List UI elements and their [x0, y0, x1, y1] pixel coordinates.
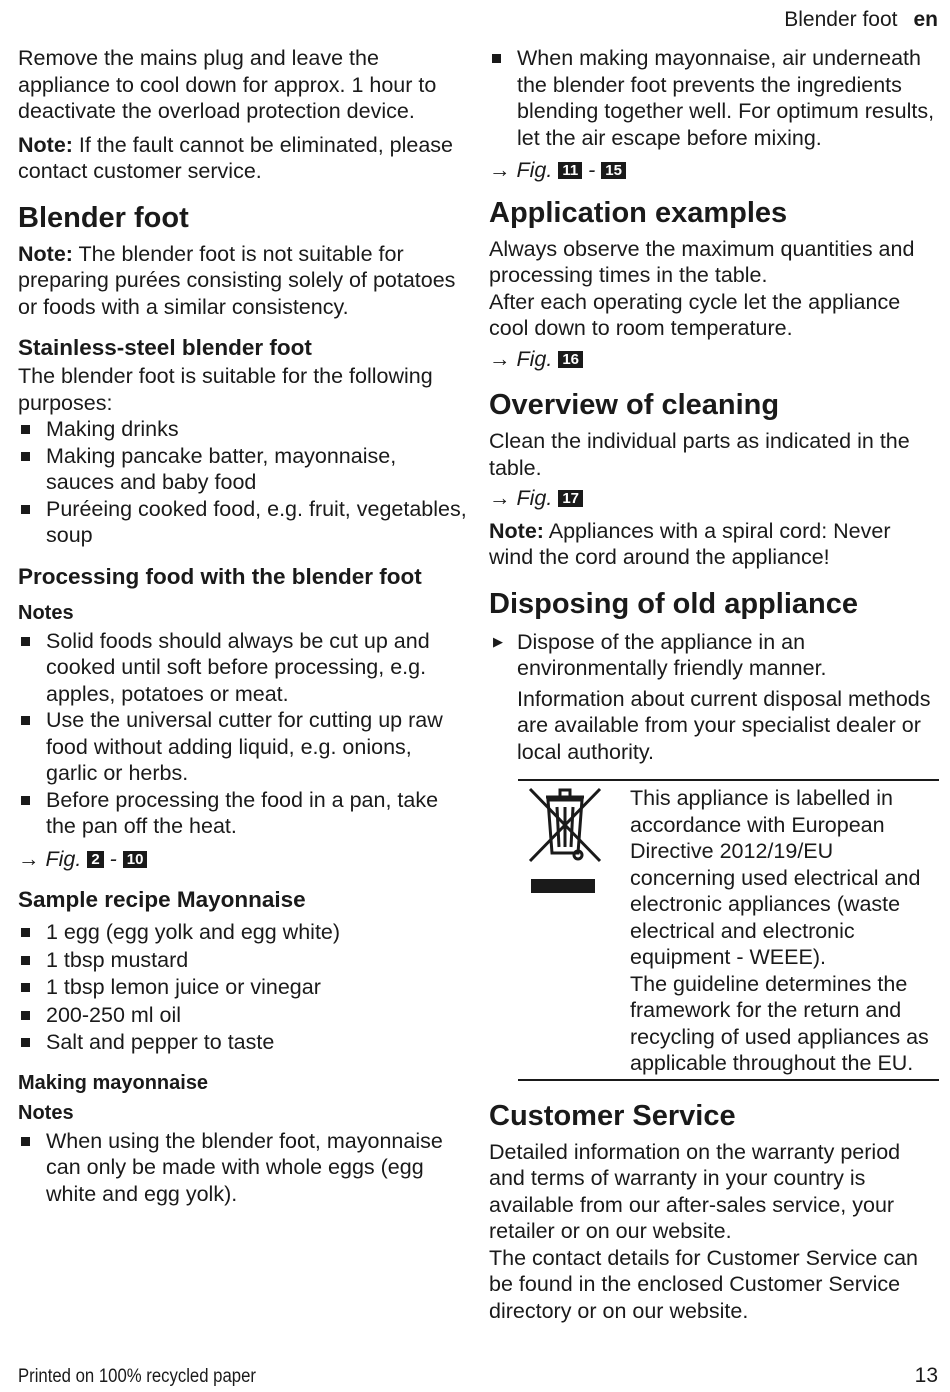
- list-item: Making pancake batter, mayonnaise, sauces and baby food: [18, 443, 468, 496]
- fig-prefix: → Fig.: [18, 846, 82, 871]
- figure-reference: [489, 157, 939, 184]
- page-number: 13: [914, 1364, 938, 1387]
- footer-printed-note: Printed on 100% recycled paper: [18, 1366, 256, 1387]
- fig-number-badge: 2: [87, 851, 103, 868]
- note-label: Note:: [18, 132, 73, 157]
- list-item: Puréeing cooked food, e.g. fruit, vegetables, soup: [18, 496, 468, 549]
- heading-blender-foot: Blender foot: [18, 201, 189, 234]
- weee-text-2: The guideline determines the framework for the return and recycling of used appliances as applicable throughout the EU.: [630, 971, 929, 1075]
- figure-reference: [18, 846, 468, 873]
- fig-number-badge: 10: [123, 851, 148, 868]
- heading-sample-recipe: Sample recipe Mayonnaise: [18, 887, 306, 912]
- service-text-1: Detailed information on the warranty period and terms of warranty in your country is available from our after-sales service, your retailer or on our website.: [489, 1139, 901, 1243]
- crossed-out-bin-icon: [518, 785, 630, 1077]
- triangle-bullet-icon: ▶: [493, 633, 503, 649]
- header-language: en: [913, 8, 938, 31]
- fig-prefix: → Fig.: [489, 158, 553, 182]
- fig-number-badge: 11: [558, 162, 582, 179]
- intro-paragraph: Remove the mains plug and leave the appliance to cool down for approx. 1 hour to deactivate the overload protection device.: [18, 46, 437, 123]
- making-notes-list: [18, 1128, 468, 1208]
- notes-label: Notes: [18, 601, 74, 624]
- heading-overview-cleaning: Overview of cleaning: [489, 389, 780, 421]
- mayo-notes-list: [489, 45, 939, 151]
- fig-number-badge: 15: [601, 162, 626, 179]
- note-text: If the fault cannot be eliminated, please contact customer service.: [18, 132, 454, 183]
- list-item: Use the universal cutter for cutting up raw food without adding liquid, e.g. onions, garlic or herbs.: [18, 707, 468, 787]
- fig-prefix: → Fig.: [489, 346, 553, 371]
- note-label: Note:: [489, 518, 544, 543]
- list-item: When making mayonnaise, air underneath the blender foot prevents the ingredients blending together well. For optimum results, let the air escape before mixing.: [489, 45, 939, 151]
- processing-notes-list: [18, 628, 468, 840]
- heading-making-mayonnaise: Making mayonnaise: [18, 1071, 209, 1094]
- heading-processing-food: Processing food with the blender foot: [18, 563, 422, 589]
- heading-application-examples: Application examples: [489, 196, 788, 229]
- right-column: [489, 45, 939, 1331]
- clean-text: Clean the individual parts as indicated in the table.: [489, 429, 910, 480]
- note-spiral-cord: [489, 518, 939, 571]
- heading-customer-service: Customer Service: [489, 1099, 736, 1132]
- notes-label: Notes: [18, 1101, 74, 1124]
- weee-text-1: This appliance is labelled in accordance with European Directive 2012/19/EU concerning used electrical and electronic appliances (waste electrical and electronic equipment - WEEE).: [630, 786, 921, 969]
- app-text-1: Always observe the maximum quantities and processing times in the table.: [489, 236, 915, 287]
- list-item: When using the blender foot, mayonnaise can only be made with whole eggs (egg white and egg yolk).: [18, 1128, 468, 1208]
- page-header: [784, 8, 938, 32]
- note-label: Note:: [18, 241, 73, 266]
- fig-number-badge: 16: [558, 351, 583, 368]
- action-step: [489, 629, 939, 682]
- dispose-info: Information about current disposal methods are available from your specialist dealer or local authority.: [517, 686, 931, 764]
- fig-number-badge: 17: [558, 490, 583, 507]
- list-item: 1 tbsp lemon juice or vinegar: [18, 974, 468, 1001]
- heading-stainless-blender-foot: Stainless-steel blender foot: [18, 335, 312, 360]
- stainless-intro: The blender foot is suitable for the following purposes:: [18, 364, 433, 415]
- figure-reference: [489, 485, 939, 512]
- dispose-action-text: Dispose of the appliance in an environmentally friendly manner.: [517, 629, 827, 680]
- note-text: Appliances with a spiral cord: Never wind the cord around the appliance!: [489, 518, 891, 569]
- list-item: Before processing the food in a pan, take the pan off the heat.: [18, 787, 468, 840]
- fig-prefix: → Fig.: [489, 486, 553, 510]
- note-text: The blender foot is not suitable for preparing purées consisting solely of potatoes or foods with a similar consistency.: [18, 241, 456, 319]
- weee-text: [630, 785, 939, 1077]
- list-item: 1 egg (egg yolk and egg white): [18, 919, 468, 946]
- heading-disposing: Disposing of old appliance: [489, 587, 858, 620]
- ingredients-list: [18, 919, 468, 1056]
- list-item: Solid foods should always be cut up and cooked until soft before processing, e.g. apples, potatoes or meat.: [18, 628, 468, 708]
- figure-reference: [489, 346, 939, 373]
- header-section-title: Blender foot: [784, 8, 898, 31]
- service-text-2: The contact details for Customer Service can be found in the enclosed Customer Service directory or on our website.: [489, 1245, 918, 1323]
- left-column: [18, 45, 468, 1213]
- list-item: Salt and pepper to taste: [18, 1029, 468, 1056]
- note-fault: [18, 132, 468, 185]
- purposes-list: [18, 416, 468, 549]
- fig-separator: -: [103, 846, 123, 871]
- note-puree: [18, 241, 468, 321]
- app-text-2: After each operating cycle let the appliance cool down to room temperature.: [489, 289, 901, 340]
- list-item: Making drinks: [18, 416, 468, 443]
- list-item: 200-250 ml oil: [18, 1002, 468, 1029]
- list-item: 1 tbsp mustard: [18, 947, 468, 974]
- weee-box: [518, 779, 939, 1081]
- fig-separator: -: [582, 158, 602, 182]
